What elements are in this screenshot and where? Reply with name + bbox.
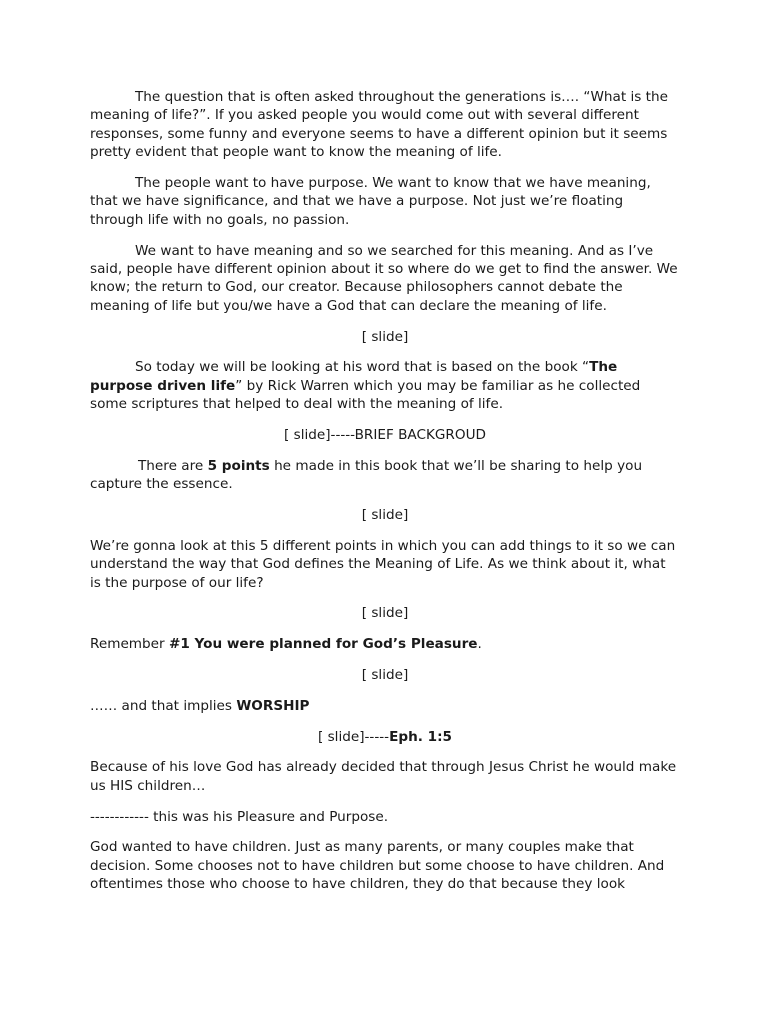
paragraph-book-intro	[90, 358, 680, 413]
paragraph-meaning-question: The question that is often asked throughout the generations is…. “What is the meaning of life?”. If you asked people you would come out with several different responses, some funny and everyone seems to have a different opinion but it seems pretty evident that people want to know the meaning of life.	[90, 89, 668, 161]
document-page	[90, 88, 680, 906]
paragraph-worship	[90, 697, 680, 715]
slide-marker-3: [ slide]	[361, 507, 409, 524]
paragraph-god-wanted-children: God wanted to have children. Just as many parents, or many couples make that decision. Some chooses not to have children but some choose to have children. And oftentimes those who choose to have children, they do that because they look	[90, 839, 665, 893]
slide-marker-2: [ slide]-----BRIEF BACKGROUD	[284, 427, 486, 444]
paragraph-five-points	[90, 457, 680, 494]
slide-marker-6	[90, 728, 680, 746]
five-points-post: he made in this book that we’ll be sharing to help you capture the essence.	[90, 457, 643, 493]
paragraph-different-points: We’re gonna look at this 5 different points in which you can add things to it so we can understand the way that God defines the Meaning of Life. As we think about it, what is the purpose of our life?	[90, 537, 676, 591]
slide-marker-4: [ slide]	[361, 605, 409, 622]
point-one-pre: Remember	[90, 636, 169, 653]
book-intro-text: So today we will be looking at his word that is based on the book “	[135, 359, 590, 376]
book-title: The purpose driven life	[90, 359, 618, 394]
worship-bold: WORSHIP	[236, 697, 310, 714]
slide-marker-5: [ slide]	[361, 667, 409, 684]
five-points-pre: There are	[138, 457, 208, 474]
worship-pre: …… and that implies	[90, 697, 237, 714]
slide-eph-pre: [ slide]-----	[317, 728, 390, 745]
paragraph-his-children: Because of his love God has already decided that through Jesus Christ he would make us HIS children…	[90, 759, 677, 794]
paragraph-purpose: The people want to have purpose. We want to know that we have meaning, that we have significance, and that we have a purpose. Not just we’re floating through life with no goals, no passion.	[90, 175, 651, 228]
book-intro-rest: ” by Rick Warren which you may be familiar as he collected some scriptures that helped to deal with the meaning of life.	[90, 377, 641, 413]
point-one-heading: #1 You were planned for God’s Pleasure	[168, 636, 478, 653]
paragraph-point-one	[90, 635, 680, 653]
point-one-post: .	[477, 636, 482, 653]
five-points-bold: 5 points	[207, 457, 270, 474]
paragraph-pleasure-purpose: ------------ this was his Pleasure and Purpose.	[90, 808, 389, 825]
slide-marker-1: [ slide]	[361, 328, 409, 345]
slide-eph-ref: Eph. 1:5	[389, 728, 453, 745]
paragraph-searched-meaning: We want to have meaning and so we searched for this meaning. And as I’ve said, people have different opinion about it so where do we get to find the answer. We know; the return to God, our creator. Because philosophers cannot debate the meaning of life but you/we have a God that can declare the meaning of life.	[90, 242, 678, 314]
